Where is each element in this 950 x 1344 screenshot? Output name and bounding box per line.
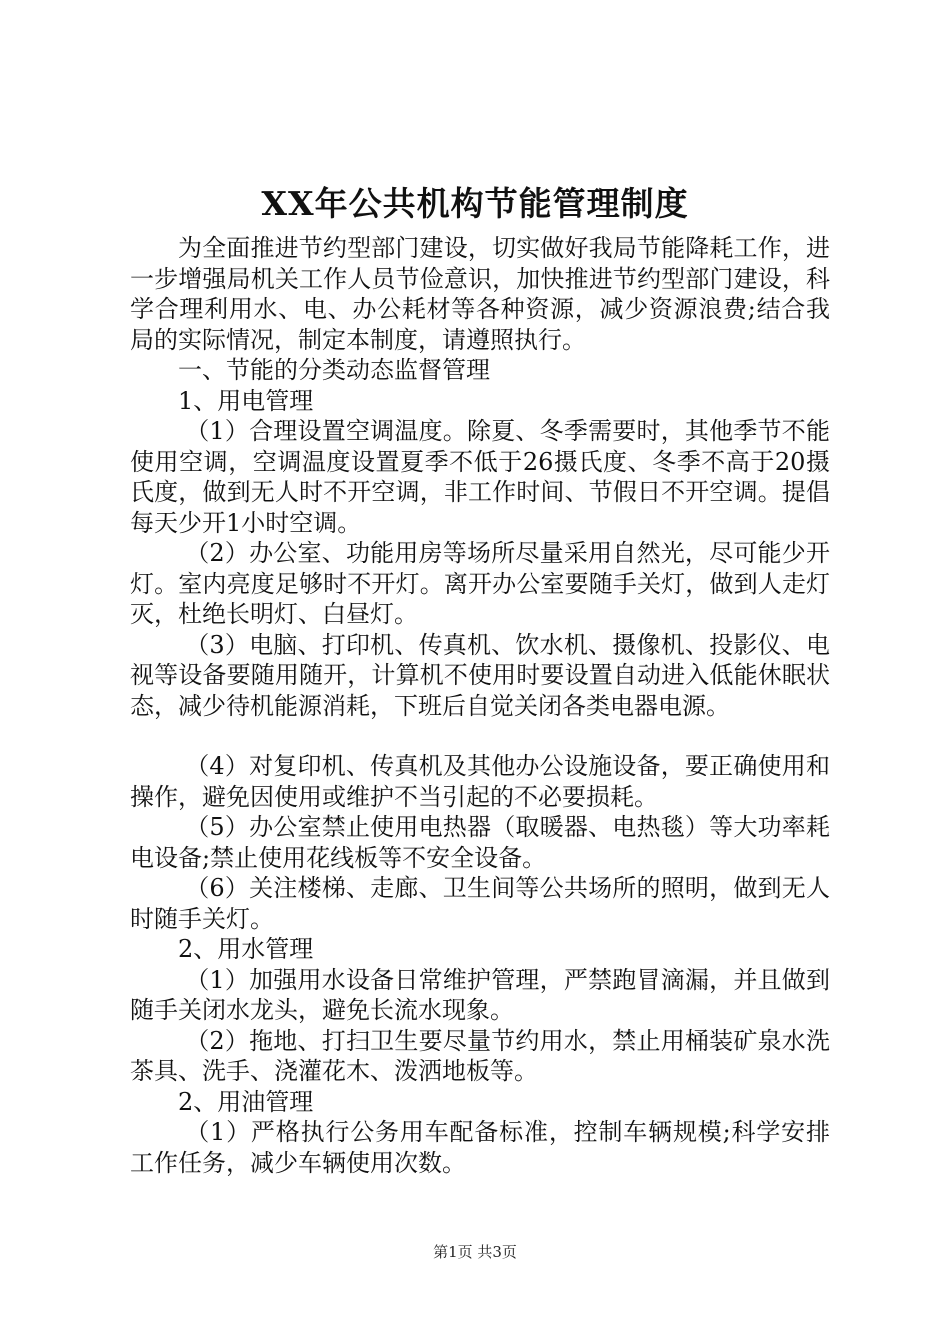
paragraph-item: （2）拖地、打扫卫生要尽量节约用水，禁止用桶装矿泉水洗茶具、洗手、浇灌花木、泼洒地板等。 (130, 1026, 830, 1085)
paragraph-item: （4）对复印机、传真机及其他办公设施设备，要正确使用和操作，避免因使用或维护不当引起的不必要损耗。 (130, 752, 830, 811)
paragraph-item: （2）办公室、功能用房等场所尽量采用自然光，尽可能少开灯。室内亮度足够时不开灯。离开办公室要随手关灯，做到人走灯灭，杜绝长明灯、白昼灯。 (130, 539, 830, 628)
paragraph-item: （1）合理设置空调温度。除夏、冬季需要时，其他季节不能使用空调，空调温度设置夏季不低于26摄氏度、冬季不高于20摄氏度，做到无人时不开空调，非工作时间、节假日不开空调。提倡每天少开1小时空调。 (130, 417, 830, 537)
page-number-footer: 第1页 共3页 (433, 1243, 517, 1261)
document-body (130, 233, 830, 1178)
section-heading: 一、节能的分类动态监督管理 (178, 356, 490, 384)
paragraph-item: （6）关注楼梯、走廊、卫生间等公共场所的照明，做到无人时随手关灯。 (130, 874, 830, 933)
subsection-heading-water: 2、用水管理 (178, 935, 314, 963)
paragraph-item: （1）严格执行公务用车配备标准，控制车辆规模;科学安排工作任务，减少车辆使用次数。 (130, 1118, 830, 1177)
subsection-heading-oil: 2、用油管理 (178, 1087, 314, 1116)
paragraph-item: （5）办公室禁止使用电热器（取暖器、电热毯）等大功率耗电设备;禁止使用花线板等不安全设备。 (130, 813, 830, 872)
paragraph-item: （3）电脑、打印机、传真机、饮水机、摄像机、投影仪、电视等设备要随用随开，计算机不使用时要设置自动进入低能休眠状态，减少待机能源消耗，下班后自觉关闭各类电器电源。 (130, 630, 830, 720)
intro-paragraph: 为全面推进节约型部门建设，切实做好我局节能降耗工作，进一步增强局机关工作人员节俭意识，加快推进节约型部门建设，科学合理利用水、电、办公耗材等各种资源，减少资源浪费;结合我局的实际情况，制定本制度，请遵照执行。 (130, 234, 830, 354)
paragraph-item: （1）加强用水设备日常维护管理，严禁跑冒滴漏，并且做到随手关闭水龙头，避免长流水现象。 (130, 965, 830, 1024)
document-title: XX年公共机构节能管理制度 (261, 184, 689, 223)
subsection-heading-electricity: 1、用电管理 (178, 386, 314, 415)
